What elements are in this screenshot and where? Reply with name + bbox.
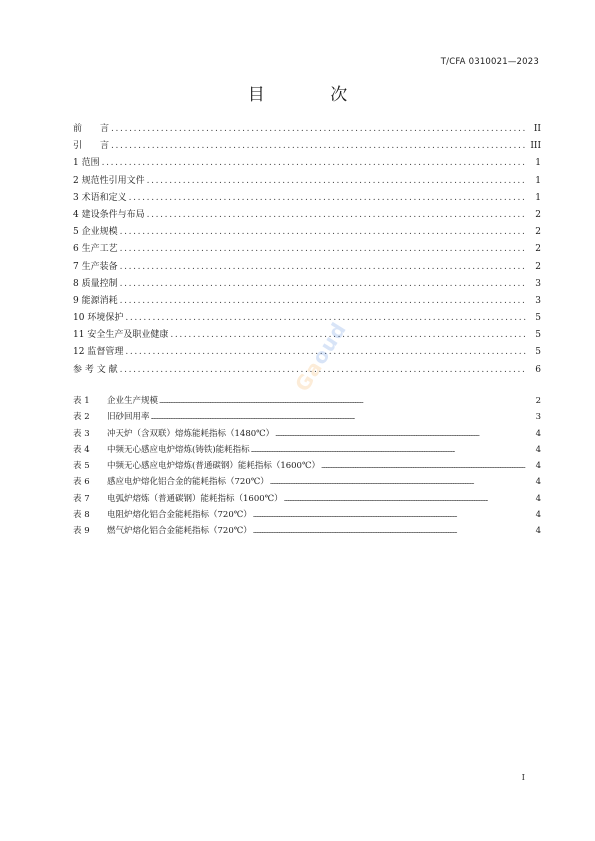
- table-number: 表 8: [73, 510, 90, 521]
- dot-leader: [147, 207, 527, 224]
- toc-entry-safety-health[interactable]: [73, 327, 541, 344]
- dot-leader: [111, 121, 527, 138]
- table-entry-5[interactable]: [73, 458, 541, 474]
- dot-leader: [120, 276, 527, 293]
- toc-entry-label: 9 能源消耗: [73, 295, 118, 306]
- standard-code: T/CFA 0310021—2023: [440, 57, 539, 67]
- toc-entry-label: 1 范围: [73, 158, 100, 169]
- dot-leader: [111, 138, 527, 155]
- table-number: 表 6: [73, 477, 90, 488]
- table-number: 表 4: [73, 444, 90, 455]
- table-entry-8[interactable]: [73, 507, 541, 523]
- toc-entry-enterprise-scale[interactable]: [73, 224, 541, 241]
- toc-entry-label: 2 规范性引用文件: [73, 175, 145, 186]
- table-entry-6[interactable]: [73, 474, 541, 490]
- table-number: 表 7: [73, 493, 90, 504]
- toc-entry-normative-references[interactable]: [73, 173, 541, 190]
- toc-entry-scope[interactable]: [73, 155, 541, 172]
- dot-leader: [120, 241, 527, 258]
- dot-leader: [159, 393, 534, 410]
- toc-entry-label: 12 监督管理: [73, 347, 124, 358]
- toc-entry-label: 10 环境保护: [73, 313, 124, 324]
- table-title: 电阻炉熔化铝合金能耗指标（720℃）: [107, 510, 252, 521]
- table-number: 表 5: [73, 461, 90, 472]
- toc-entry-terms[interactable]: [73, 190, 541, 207]
- watermark: Gaoud: [290, 317, 352, 396]
- dot-leader: [120, 259, 527, 276]
- toc-entry-label: 引 言: [73, 141, 110, 152]
- dot-leader: [120, 293, 527, 310]
- dot-leader: [120, 224, 527, 241]
- table-entry-9[interactable]: [73, 523, 541, 539]
- dot-leader: [321, 458, 534, 475]
- toc-entry-foreword[interactable]: [73, 121, 541, 138]
- table-number: 表 9: [73, 526, 90, 537]
- dot-leader: [253, 523, 534, 540]
- dot-leader: [253, 507, 534, 524]
- dot-leader: [275, 426, 534, 443]
- toc-entry-label: 8 质量控制: [73, 278, 118, 289]
- dot-leader: [251, 442, 534, 459]
- toc-entry-quality-control[interactable]: [73, 276, 541, 293]
- toc-entry-page: 5: [535, 330, 541, 341]
- table-page: 3: [535, 412, 541, 423]
- table-entry-1[interactable]: [73, 393, 541, 409]
- toc-entry-page: 3: [535, 295, 541, 306]
- toc-entry-page: 5: [535, 313, 541, 324]
- dot-leader: [151, 409, 534, 426]
- dot-leader: [129, 190, 527, 207]
- toc-entry-construction-layout[interactable]: [73, 207, 541, 224]
- toc-entry-page: 1: [535, 158, 541, 169]
- table-title: 电弧炉熔炼（普通碳钢）能耗指标（1600℃）: [107, 493, 283, 504]
- list-of-tables: [73, 393, 541, 540]
- toc-entry-page: 2: [535, 261, 541, 272]
- toc-entry-introduction[interactable]: [73, 138, 541, 155]
- table-page: 4: [535, 477, 541, 488]
- toc-entry-energy-consumption[interactable]: [73, 293, 541, 310]
- table-page: 4: [535, 526, 541, 537]
- toc-entry-label: 7 生产装备: [73, 261, 118, 272]
- toc-entry-page: 1: [535, 175, 541, 186]
- toc-entry-production-equipment[interactable]: [73, 259, 541, 276]
- toc-entry-page: 3: [535, 278, 541, 289]
- toc-entry-page: 5: [535, 347, 541, 358]
- table-page: 4: [535, 493, 541, 504]
- toc-entry-page: II: [533, 124, 541, 134]
- toc-entry-page: III: [530, 141, 541, 152]
- toc-entry-page: 6: [535, 364, 541, 375]
- table-title: 旧砂回用率: [107, 412, 150, 423]
- dot-leader: [270, 474, 534, 491]
- table-title: 感应电炉熔化铝合金的能耗指标（720℃）: [107, 477, 269, 488]
- table-title: 企业生产规模: [107, 396, 159, 406]
- toc-entry-label: 5 企业规模: [73, 227, 118, 238]
- toc-entry-label: 11 安全生产及职业健康: [73, 330, 169, 341]
- table-number: 表 1: [73, 396, 90, 406]
- table-page: 4: [535, 444, 541, 455]
- table-title: 中频无心感应电炉熔炼(铸铁)能耗指标: [107, 444, 250, 455]
- toc-entry-label: 4 建设条件与布局: [73, 209, 145, 220]
- table-title: 中频无心感应电炉熔炼(普通碳钢）能耗指标（1600℃）: [107, 461, 320, 472]
- table-entry-2[interactable]: [73, 409, 541, 425]
- page-title: 目 次: [247, 85, 378, 105]
- toc-entry-environmental-protection[interactable]: [73, 310, 541, 327]
- dot-leader: [102, 155, 527, 172]
- table-title: 燃气炉熔化铝合金能耗指标（720℃）: [107, 526, 252, 537]
- table-of-contents: [73, 121, 541, 379]
- table-entry-4[interactable]: [73, 442, 541, 458]
- toc-entry-label: 3 术语和定义: [73, 192, 127, 203]
- table-page: 4: [535, 461, 541, 472]
- dot-leader: [284, 491, 534, 508]
- table-entry-3[interactable]: [73, 426, 541, 442]
- toc-entry-page: 2: [535, 227, 541, 238]
- toc-entry-production-process[interactable]: [73, 241, 541, 258]
- table-entry-7[interactable]: [73, 491, 541, 507]
- table-page: 4: [535, 510, 541, 521]
- toc-entry-page: 2: [535, 244, 541, 255]
- table-page: 4: [535, 428, 541, 439]
- toc-entry-label: 6 生产工艺: [73, 244, 118, 255]
- toc-entry-label: 参 考 文 献: [73, 364, 118, 375]
- table-number: 表 3: [73, 428, 90, 439]
- table-title: 冲天炉（含双联）熔炼能耗指标（1480℃）: [107, 428, 275, 439]
- table-page: 2: [535, 396, 541, 406]
- page-number: I: [521, 773, 525, 783]
- dot-leader: [147, 173, 527, 190]
- toc-entry-page: 1: [535, 192, 541, 203]
- toc-entry-label: 前 言: [73, 124, 110, 134]
- toc-entry-page: 2: [535, 209, 541, 220]
- table-number: 表 2: [73, 412, 90, 423]
